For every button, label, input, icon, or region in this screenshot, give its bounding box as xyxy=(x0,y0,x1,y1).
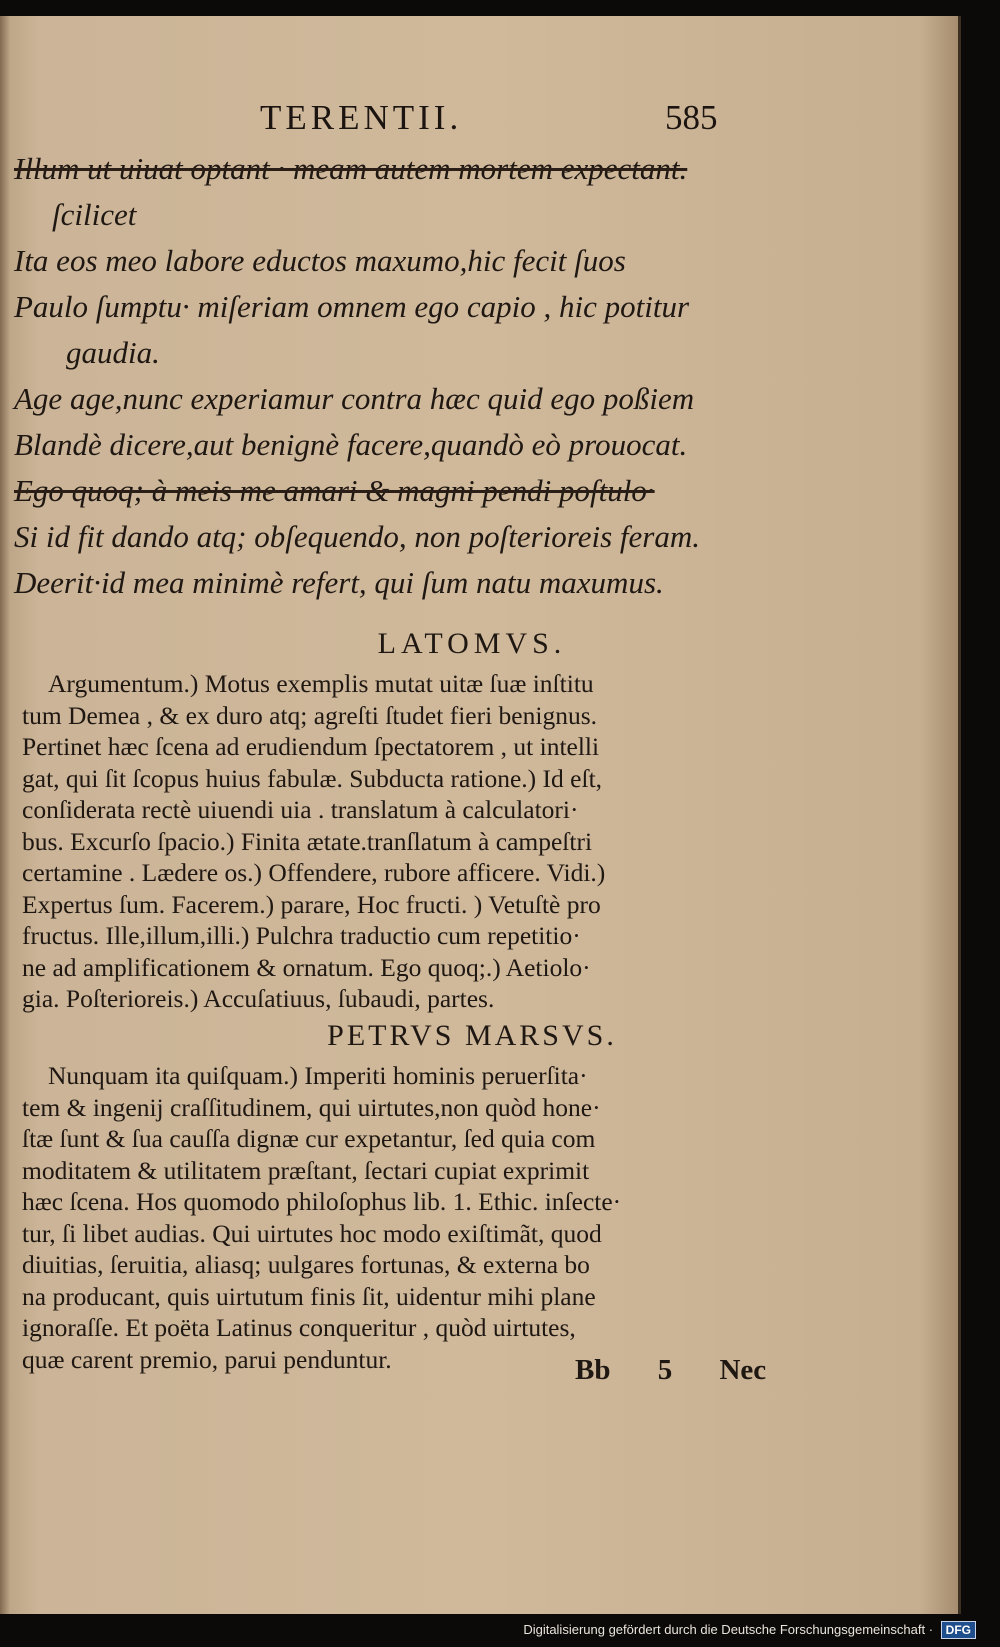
latomus-line: gia. Poſterioreis.) Accuſatiuus, ſubaudi, partes. xyxy=(22,984,495,1013)
verse-line-text: gaudia. xyxy=(66,335,160,370)
leaf-number: 5 xyxy=(657,1354,673,1386)
marsus-line: ſtæ ſunt & ſua cauſſa dignæ cur expetantur, ſed quia com xyxy=(22,1124,596,1153)
verse-line xyxy=(14,146,914,192)
verse-line xyxy=(14,468,914,514)
verse-line xyxy=(14,284,914,330)
latomus-commentary xyxy=(22,624,922,1015)
marsus-text xyxy=(22,1060,922,1375)
verse-line-text: Ita eos meo labore eductos maxumo,hic fecit ſuos xyxy=(14,243,626,278)
marsus-line: tem & ingenij craſſitudinem, qui uirtutes,non quòd hone· xyxy=(22,1092,601,1122)
marsus-commentary xyxy=(22,1016,922,1375)
marsus-line: na producant, quis uirtutum finis ſit, uidentur mihi plane xyxy=(22,1281,596,1311)
marsus-line: quæ carent premio, parui penduntur. xyxy=(22,1344,392,1374)
marsus-line: tur, ſi libet audias. Qui uirtutes hoc modo exiſtimãt, quod xyxy=(22,1218,602,1248)
digitization-footer xyxy=(523,1619,976,1641)
latomus-line: fructus. Ille,illum,illi.) Pulchra traductio cum repetitio· xyxy=(22,921,581,950)
latomus-line: Pertinet hæc ſcena ad erudiendum ſpectatorem , ut intelli xyxy=(22,732,600,761)
catchword: Nec xyxy=(719,1354,767,1386)
latomus-line: Argumentum.) Motus exemplis mutat uitæ ſuæ inſtitu xyxy=(48,669,594,698)
verse-line-text: Deerit·id mea minimè refert, qui ſum natu maxumus. xyxy=(14,565,664,600)
page-number: 585 xyxy=(665,98,718,137)
latomus-line: bus. Excurſo ſpacio.) Finita ætate.tranſlatum à campeſtri xyxy=(22,826,593,856)
verse-line xyxy=(14,422,914,468)
verse-line-text: Si id fit dando atq; obſequendo, non poſterioreis feram. xyxy=(14,519,700,554)
verse-line xyxy=(14,560,914,606)
verse-line-text: Age age,nunc experiamur contra hæc quid ego poßiem xyxy=(14,381,695,416)
latomus-text xyxy=(22,668,922,1015)
verse-line-text: Illum ut uiuat optant · meam autem mortem expectant. xyxy=(14,151,688,186)
catchword-line xyxy=(575,1354,766,1387)
dfg-logo: DFG xyxy=(941,1621,976,1639)
verse-line-text: Ego quoq; à meis me amari & magni pendi poſtulo· xyxy=(14,473,655,508)
verse-line xyxy=(14,330,914,376)
marsus-line: ignoraſſe. Et poëta Latinus conqueritur , quòd uirtutes, xyxy=(22,1313,576,1342)
verse-block xyxy=(14,146,914,606)
signature-mark: Bb xyxy=(575,1354,611,1386)
verse-line xyxy=(14,376,914,422)
page-header xyxy=(20,88,938,142)
marsus-line: hæc ſcena. Hos quomodo philoſophus lib. 1. Ethic. inſecte· xyxy=(22,1187,622,1216)
footer-text: Digitalisierung gefördert durch die Deutsche Forschungsgemeinschaft · xyxy=(523,1622,934,1637)
running-head: TERENTII. xyxy=(260,98,463,137)
verse-line xyxy=(14,514,914,560)
verse-line xyxy=(14,238,914,284)
latomus-line: Expertus ſum. Facerem.) parare, Hoc fructi. ) Vetuſtè pro xyxy=(22,889,601,919)
latomus-line: conſiderata rectè uiuendi uia . translatum à calculatori· xyxy=(22,795,579,824)
verse-line-text: ſcilicet xyxy=(52,197,137,232)
verse-line-text: Blandè dicere,aut benignè facere,quandò eò prouocat. xyxy=(14,427,688,462)
book-page xyxy=(0,16,961,1614)
verse-line-text: Paulo ſumptu· miſeriam omnem ego capio , hic potitur xyxy=(14,289,690,324)
marsus-line: moditatem & utilitatem præſtant, ſectari cupiat exprimit xyxy=(22,1155,590,1185)
spine-shadow xyxy=(0,16,10,1614)
latomus-line: tum Demea , & ex duro atq; agreſti ſtudet fieri benignus. xyxy=(22,700,598,730)
latomus-heading: LATOMVS. xyxy=(377,627,567,660)
marsus-line: diuitias, ſeruitia, aliasq; uulgares fortunas, & externa bo xyxy=(22,1250,590,1279)
latomus-line: certamine . Lædere os.) Offendere, rubore afficere. Vidi.) xyxy=(22,858,606,887)
latomus-line: gat, qui ſit ſcopus huius fabulæ. Subducta ratione.) Id eſt, xyxy=(22,763,603,793)
marsus-line: Nunquam ita quiſquam.) Imperiti hominis peruerſita· xyxy=(48,1061,588,1090)
latomus-line: ne ad amplificationem & ornatum. Ego quoq;.) Aetiolo· xyxy=(22,952,591,982)
marsus-heading: PETRVS MARSVS. xyxy=(327,1019,617,1052)
verse-line xyxy=(14,192,914,238)
